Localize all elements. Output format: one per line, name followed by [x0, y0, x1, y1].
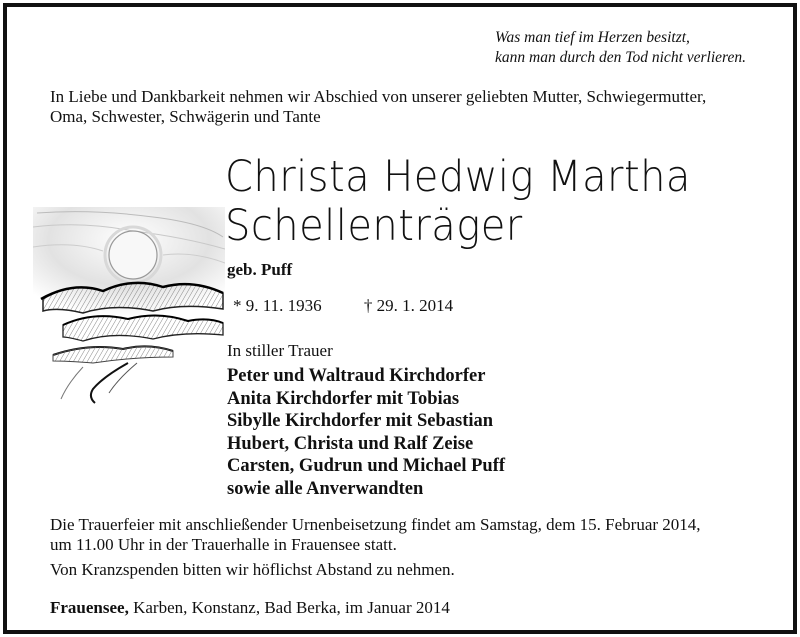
life-dates	[233, 296, 453, 316]
closing-rest: Karben, Konstanz, Bad Berka, im Januar 2014	[128, 598, 450, 617]
mourner-line: Sibylle Kirchdorfer mit Sebastian	[227, 411, 494, 431]
funeral-service-text	[50, 515, 775, 555]
quote-line-1: Was man tief im Herzen besitzt,	[495, 29, 690, 46]
name-line-2: Schellenträger	[225, 201, 523, 251]
mourner-line: Anita Kirchdorfer mit Tobias	[227, 388, 460, 409]
mourner-line: Carsten, Gudrun und Michael Puff	[227, 456, 506, 476]
mourner-line: sowie alle Anverwandten	[227, 478, 424, 499]
death-date: † 29. 1. 2014	[363, 296, 454, 315]
closing-place: Frauensee,	[50, 598, 129, 617]
intro-line-1: In Liebe und Dankbarkeit nehmen wir Abschied von unserer geliebten Mutter, Schwiegermutter,	[50, 87, 707, 106]
moon-landscape-icon	[33, 207, 225, 407]
flowers-note: Von Kranzspenden bitten wir höflichst Abstand zu nehmen.	[50, 560, 455, 579]
birth-date: * 9. 11. 1936	[233, 296, 322, 315]
maiden-name: geb. Puff	[227, 260, 293, 279]
closing-line	[50, 598, 450, 618]
obituary-frame	[3, 3, 797, 634]
mourner-line: Peter und Waltraud Kirchdorfer	[227, 366, 486, 386]
deceased-name	[225, 153, 691, 251]
service-line-2: um 11.00 Uhr in der Trauerhalle in Frauensee statt.	[50, 535, 397, 554]
mourner-line: Hubert, Christa und Ralf Zeise	[227, 433, 474, 454]
service-line-1: Die Trauerfeier mit anschließender Urnenbeisetzung findet am Samstag, dem 15. Februar 2014,	[50, 515, 701, 534]
memorial-quote	[495, 28, 746, 68]
intro-line-2: Oma, Schwester, Schwägerin und Tante	[50, 107, 321, 126]
quote-line-2: kann man durch den Tod nicht verlieren.	[495, 49, 746, 66]
mourning-label: In stiller Trauer	[227, 341, 333, 360]
name-line-1: Christa Hedwig Martha	[225, 152, 691, 202]
mourners-list	[227, 365, 505, 500]
intro-text	[50, 87, 770, 127]
